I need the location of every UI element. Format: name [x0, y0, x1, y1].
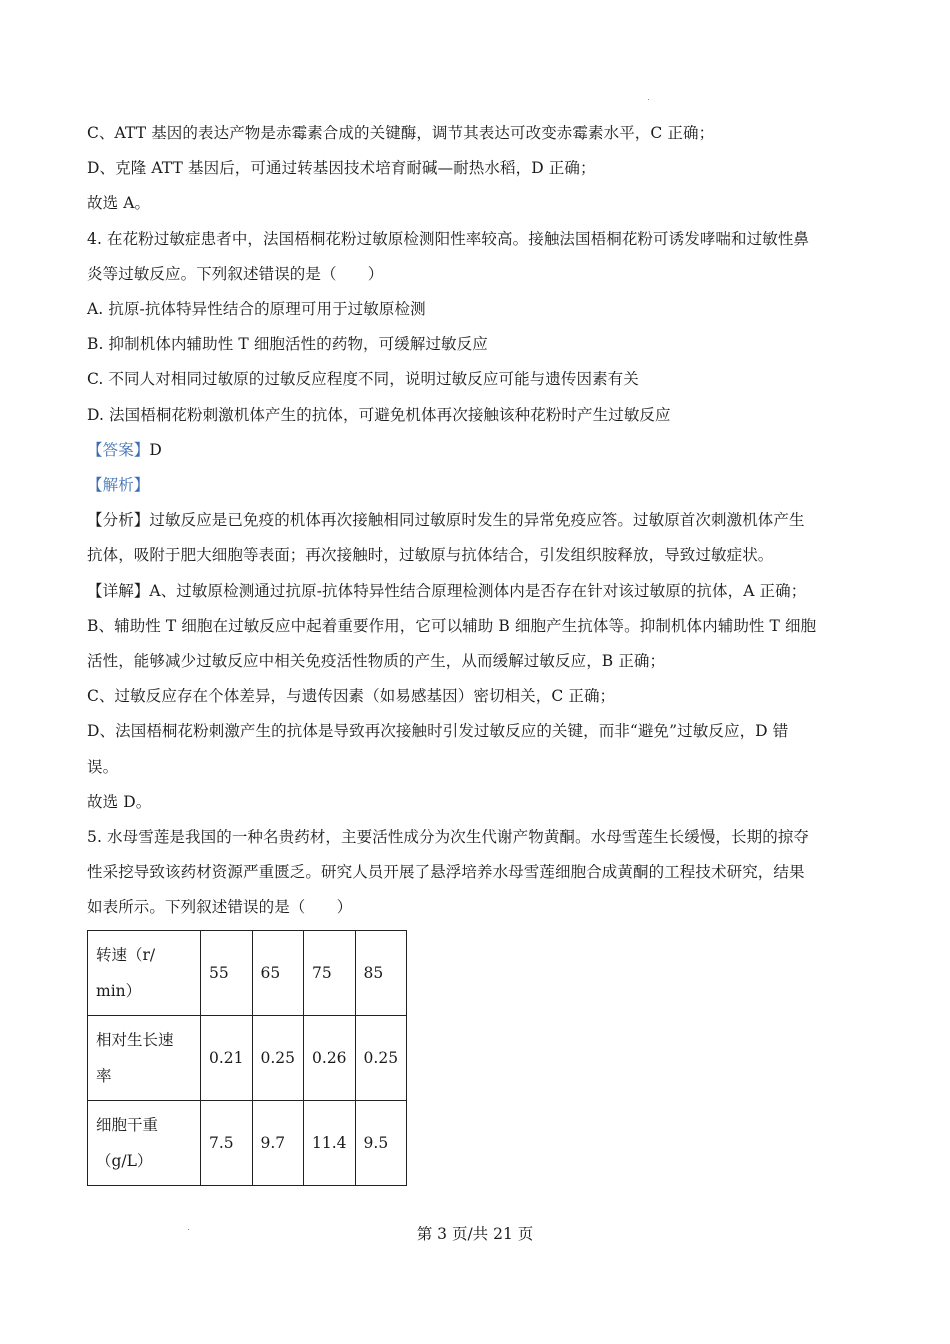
table-row	[88, 1100, 407, 1185]
q4-stem-line-2: 炎等过敏反应。下列叙述错误的是（ ）	[87, 264, 384, 283]
row-label: 相对生长速 率	[88, 1015, 201, 1100]
q5-stem-line-1: 5. 水母雪莲是我国的一种名贵药材，主要活性成分为次生代谢产物黄酮。水母雪莲生长缓慢，长期的掠夺	[87, 828, 810, 847]
table-cell: 0.21	[201, 1015, 253, 1100]
table-cell: 0.25	[252, 1015, 304, 1100]
table-cell: 0.25	[355, 1015, 407, 1100]
answer-value: D	[149, 440, 162, 459]
question-5	[87, 820, 862, 1186]
row-label: 转速（r/ min）	[88, 930, 201, 1015]
table-cell: 55	[201, 930, 253, 1015]
page-footer: 第 3 页/共 21 页	[416, 1225, 534, 1243]
prev-solution-c: C、ATT 基因的表达产物是赤霉素合成的关键酶，调节其表达可改变赤霉素水平，C 正确；	[87, 124, 715, 142]
row-label: 细胞干重 （g/L）	[88, 1100, 201, 1185]
q4-detail-c: C、过敏反应存在个体差异，与遗传因素（如易感基因）密切相关，C 正确；	[87, 687, 616, 706]
table-cell: 9.7	[252, 1100, 304, 1185]
q4-fenxi-line-2: 抗体，吸附于肥大细胞等表面；再次接触时，过敏原与抗体结合，引发组织胺释放，导致过敏症状。	[87, 546, 774, 565]
q4-answer	[87, 433, 862, 468]
table-cell: 65	[252, 930, 304, 1015]
q4-stem-line-1: 4. 在花粉过敏症患者中，法国梧桐花粉过敏原检测阳性率较高。接触法国梧桐花粉可诱发哮喘和过敏性鼻	[87, 229, 810, 248]
q5-stem-line-3: 如表所示。下列叙述错误的是（ ）	[87, 898, 353, 917]
prev-conclusion: 故选 A。	[87, 194, 151, 213]
q4-option-d: D. 法国梧桐花粉刺激机体产生的抗体，可避免机体再次接触该种花粉时产生过敏反应	[87, 405, 671, 424]
q4-option-b: B. 抑制机体内辅助性 T 细胞活性的药物，可缓解过敏反应	[87, 335, 488, 354]
analysis-tag: 【解析】	[87, 476, 150, 495]
table-cell: 85	[355, 930, 407, 1015]
q4-conclusion: 故选 D。	[87, 792, 152, 811]
table-cell: 0.26	[304, 1015, 356, 1100]
q4-detail-b-line-2: 活性，能够减少过敏反应中相关免疫活性物质的产生，从而缓解过敏反应，B 正确；	[87, 652, 666, 671]
q4-analysis	[87, 468, 862, 503]
q4-detail-d-line-2: 误。	[87, 757, 119, 776]
question-4	[87, 222, 862, 820]
q5-stem-line-2: 性采挖导致该药材资源严重匮乏。研究人员开展了悬浮培养水母雪莲细胞合成黄酮的工程技术研究，结果	[87, 863, 805, 882]
answer-tag: 【答案】	[87, 440, 150, 459]
q4-fenxi-line-1: 【分析】过敏反应是已免疫的机体再次接触相同过敏原时发生的异常免疫应答。过敏原首次刺激机体产生	[87, 511, 805, 530]
data-table	[87, 930, 407, 1186]
scan-speck	[648, 99, 649, 100]
table-row	[88, 1015, 407, 1100]
q4-detail-b-line-1: B、辅助性 T 细胞在过敏反应中起着重要作用，它可以辅助 B 细胞产生抗体等。抑制机体内辅助性 T 细胞	[87, 616, 817, 635]
table-row	[88, 930, 407, 1015]
q4-detail-a: 【详解】A、过敏原检测通过抗原-抗体特异性结合原理检测体内是否存在针对该过敏原的抗体，A 正确；	[87, 581, 807, 600]
table-cell: 11.4	[304, 1100, 356, 1185]
table-cell: 75	[304, 930, 356, 1015]
q4-option-a: A. 抗原-抗体特异性结合的原理可用于过敏原检测	[87, 300, 426, 319]
table-cell: 7.5	[201, 1100, 253, 1185]
q4-option-c: C. 不同人对相同过敏原的过敏反应程度不同，说明过敏反应可能与遗传因素有关	[87, 370, 639, 389]
prev-solution-d: D、克隆 ATT 基因后，可通过转基因技术培育耐碱—耐热水稻，D 正确；	[87, 159, 596, 178]
q4-detail-d-line-1: D、法国梧桐花粉刺激产生的抗体是导致再次接触时引发过敏反应的关键，而非“避免”过敏反应，D 错	[87, 722, 789, 741]
page-content	[87, 116, 862, 1186]
table-cell: 9.5	[355, 1100, 407, 1185]
